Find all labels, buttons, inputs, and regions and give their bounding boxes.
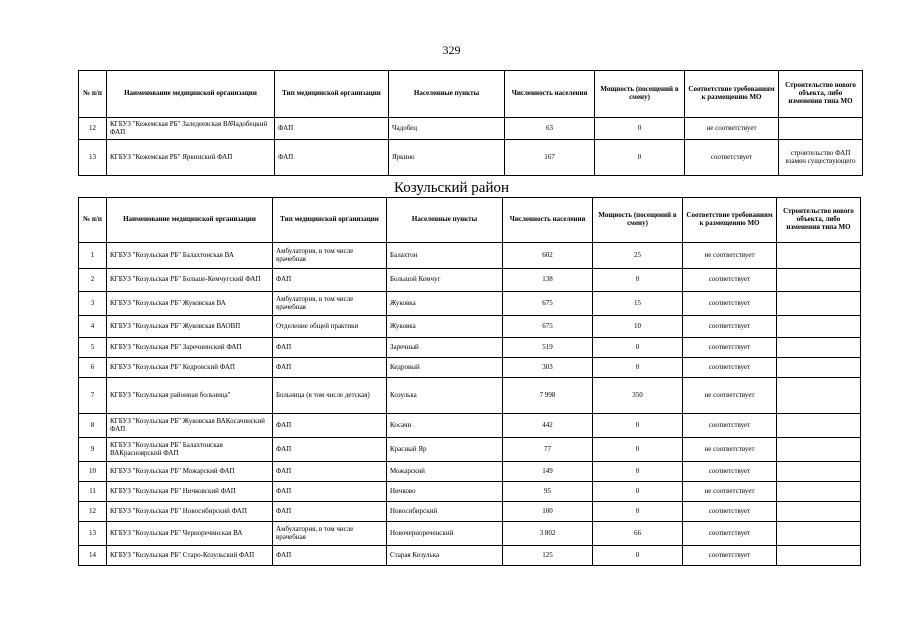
- cell-settlement: Чадобец: [389, 118, 505, 140]
- cell-construction: [777, 546, 861, 566]
- table-row: [79, 269, 861, 292]
- table-row: [79, 482, 861, 502]
- table-row: [79, 438, 861, 462]
- header-capacity: Мощность (посещений в смену): [595, 71, 685, 118]
- cell-type: Отделение общей практики: [273, 316, 387, 338]
- cell-type: ФАП: [273, 502, 387, 522]
- header-settlements: Населенные пункты: [387, 198, 503, 243]
- cell-population: 100: [503, 502, 593, 522]
- cell-settlement: Жуковка: [387, 316, 503, 338]
- header-capacity: Мощность (посещений в смену): [593, 198, 683, 243]
- cell-type: ФАП: [273, 438, 387, 462]
- cell-construction: [777, 378, 861, 414]
- cell-population: 675: [503, 316, 593, 338]
- header-compliance: Соответствие требованиям к размещению МО: [683, 198, 777, 243]
- cell-population: 303: [503, 358, 593, 378]
- cell-settlement: Новочернореченский: [387, 522, 503, 546]
- cell-construction: [777, 316, 861, 338]
- cell-org: КГБУЗ "Козульская РБ" Больше-Кемчугский ФАП: [107, 269, 273, 292]
- cell-population: 519: [503, 338, 593, 358]
- cell-settlement: Красный Яр: [387, 438, 503, 462]
- cell-num: 3: [79, 292, 107, 316]
- cell-org: КГБУЗ "Козульская районная больница": [107, 378, 273, 414]
- cell-compliance: не соответствует: [685, 118, 779, 140]
- table-row: [79, 378, 861, 414]
- header-type: Тип медицинской организации: [273, 198, 387, 243]
- cell-compliance: соответствует: [683, 522, 777, 546]
- cell-construction: [777, 522, 861, 546]
- cell-population: 63: [505, 118, 595, 140]
- cell-population: 675: [503, 292, 593, 316]
- cell-capacity: 0: [593, 546, 683, 566]
- cell-compliance: соответствует: [683, 358, 777, 378]
- cell-settlement: Балахтон: [387, 243, 503, 269]
- table-header-row: [79, 71, 863, 118]
- cell-type: Амбулатория, в том числе врачебная: [273, 292, 387, 316]
- cell-org: КГБУЗ "Козульская РБ" Жуковская ВА: [107, 292, 273, 316]
- cell-org: КГБУЗ "Козульская РБ" Кедровский ФАП: [107, 358, 273, 378]
- cell-settlement: Новосибирский: [387, 502, 503, 522]
- cell-org: КГБУЗ "Козульская РБ" Заречнинский ФАП: [107, 338, 273, 358]
- table-row: [79, 522, 861, 546]
- cell-capacity: 0: [593, 414, 683, 438]
- cell-type: ФАП: [273, 269, 387, 292]
- cell-construction: [777, 338, 861, 358]
- cell-org: КГБУЗ "Козульская РБ" Жуковская ВАКосачинский ФАП: [107, 414, 273, 438]
- cell-num: 9: [79, 438, 107, 462]
- cell-capacity: 25: [593, 243, 683, 269]
- cell-num: 7: [79, 378, 107, 414]
- cell-capacity: 15: [593, 292, 683, 316]
- header-num: № п/п: [79, 71, 107, 118]
- cell-compliance: соответствует: [683, 546, 777, 566]
- header-settlements: Населенные пункты: [389, 71, 505, 118]
- cell-type: ФАП: [273, 338, 387, 358]
- cell-num: 10: [79, 462, 107, 482]
- cell-type: ФАП: [273, 462, 387, 482]
- cell-capacity: 10: [593, 316, 683, 338]
- cell-capacity: 0: [595, 140, 685, 176]
- cell-type: Амбулатория, в том числе врачебная: [273, 522, 387, 546]
- facilities-table: [78, 197, 861, 566]
- cell-num: 12: [79, 502, 107, 522]
- header-num: № п/п: [79, 198, 107, 243]
- cell-construction: [777, 462, 861, 482]
- cell-construction: [779, 118, 863, 140]
- facilities-table-continued: [78, 70, 863, 176]
- cell-num: 6: [79, 358, 107, 378]
- cell-capacity: 0: [593, 338, 683, 358]
- cell-num: 8: [79, 414, 107, 438]
- cell-population: 138: [503, 269, 593, 292]
- cell-num: 14: [79, 546, 107, 566]
- cell-capacity: 0: [593, 482, 683, 502]
- cell-capacity: 0: [593, 502, 683, 522]
- cell-construction: [777, 243, 861, 269]
- cell-settlement: Большой Кемчуг: [387, 269, 503, 292]
- cell-capacity: 0: [595, 118, 685, 140]
- cell-org: КГБУЗ "Козульская РБ" Балахтонская ВА: [107, 243, 273, 269]
- cell-org: КГБУЗ "Козульская РБ" Ничковский ФАП: [107, 482, 273, 502]
- cell-capacity: 0: [593, 438, 683, 462]
- header-org: Наименование медицинской организации: [107, 71, 275, 118]
- cell-org: КГБУЗ "Кежемская РБ" Заледеевская ВАЧадобецкий ФАП: [107, 118, 275, 140]
- cell-num: 2: [79, 269, 107, 292]
- page-number: 329: [442, 43, 461, 57]
- cell-compliance: соответствует: [683, 316, 777, 338]
- cell-num: 5: [79, 338, 107, 358]
- table-row: [79, 243, 861, 269]
- cell-capacity: 66: [593, 522, 683, 546]
- cell-type: ФАП: [273, 546, 387, 566]
- table-row: [79, 546, 861, 566]
- cell-construction: [777, 414, 861, 438]
- cell-population: 77: [503, 438, 593, 462]
- header-population: Численность населения: [503, 198, 593, 243]
- cell-construction: [777, 269, 861, 292]
- cell-type: Амбулатория, в том числе врачебная: [273, 243, 387, 269]
- cell-capacity: 0: [593, 269, 683, 292]
- cell-settlement: Яркино: [389, 140, 505, 176]
- cell-population: 602: [503, 243, 593, 269]
- cell-population: 442: [503, 414, 593, 438]
- table-row: [79, 316, 861, 338]
- cell-settlement: Старая Козулька: [387, 546, 503, 566]
- cell-capacity: 350: [593, 378, 683, 414]
- header-construction: Строительство нового объекта, либо изменения типа МО: [779, 71, 863, 118]
- cell-compliance: не соответствует: [683, 438, 777, 462]
- table-row: [79, 414, 861, 438]
- cell-type: ФАП: [273, 414, 387, 438]
- header-construction: Строительство нового объекта, либо изменения типа МО: [777, 198, 861, 243]
- cell-construction: [777, 292, 861, 316]
- cell-compliance: соответствует: [683, 462, 777, 482]
- cell-compliance: не соответствует: [683, 378, 777, 414]
- cell-org: КГБУЗ "Кежемская РБ" Яркинский ФАП: [107, 140, 275, 176]
- cell-type: ФАП: [273, 358, 387, 378]
- table-row: [79, 292, 861, 316]
- cell-population: 7 998: [503, 378, 593, 414]
- cell-settlement: Можарский: [387, 462, 503, 482]
- cell-population: 167: [505, 140, 595, 176]
- table-row: [79, 338, 861, 358]
- cell-settlement: Ничково: [387, 482, 503, 502]
- table-row: [79, 462, 861, 482]
- table-row: [79, 358, 861, 378]
- header-population: Численность населения: [505, 71, 595, 118]
- cell-compliance: соответствует: [683, 292, 777, 316]
- cell-construction: [777, 482, 861, 502]
- cell-construction: [777, 502, 861, 522]
- cell-org: КГБУЗ "Козульская РБ" Старо-Козульский ФАП: [107, 546, 273, 566]
- header-org: Наименование медицинской организации: [107, 198, 273, 243]
- cell-org: КГБУЗ "Козульская РБ" Новосибирский ФАП: [107, 502, 273, 522]
- cell-settlement: Козулька: [387, 378, 503, 414]
- table-header-row: [79, 198, 861, 243]
- cell-population: 125: [503, 546, 593, 566]
- cell-num: 1: [79, 243, 107, 269]
- table-row: [79, 118, 863, 140]
- cell-population: 95: [503, 482, 593, 502]
- header-type: Тип медицинской организации: [275, 71, 389, 118]
- cell-num: 13: [79, 522, 107, 546]
- header-compliance: Соответствие требованиям к размещению МО: [685, 71, 779, 118]
- cell-construction: строительство ФАП взамен существующего: [779, 140, 863, 176]
- cell-org: КГБУЗ "Козульская РБ" Балахтонская ВАКрасноярский ФАП: [107, 438, 273, 462]
- cell-compliance: не соответствует: [683, 243, 777, 269]
- cell-settlement: Кедровый: [387, 358, 503, 378]
- cell-population: 3 802: [503, 522, 593, 546]
- cell-compliance: соответствует: [683, 502, 777, 522]
- cell-num: 4: [79, 316, 107, 338]
- cell-type: ФАП: [275, 118, 389, 140]
- cell-type: Больница (в том числе детская): [273, 378, 387, 414]
- cell-settlement: Жуковка: [387, 292, 503, 316]
- cell-population: 149: [503, 462, 593, 482]
- cell-compliance: соответствует: [683, 414, 777, 438]
- cell-compliance: соответствует: [685, 140, 779, 176]
- cell-num: 13: [79, 140, 107, 176]
- cell-type: ФАП: [275, 140, 389, 176]
- cell-type: ФАП: [273, 482, 387, 502]
- cell-compliance: соответствует: [683, 269, 777, 292]
- cell-construction: [777, 358, 861, 378]
- cell-num: 12: [79, 118, 107, 140]
- cell-compliance: не соответствует: [683, 482, 777, 502]
- cell-org: КГБУЗ "Козульская РБ" Жуковская ВАОВП: [107, 316, 273, 338]
- cell-org: КГБУЗ "Козульская РБ" Черноречинская ВА: [107, 522, 273, 546]
- cell-compliance: соответствует: [683, 338, 777, 358]
- table-row: [79, 140, 863, 176]
- cell-capacity: 0: [593, 358, 683, 378]
- cell-capacity: 0: [593, 462, 683, 482]
- cell-settlement: Заречный: [387, 338, 503, 358]
- section-title: Козульский район: [394, 180, 509, 196]
- cell-num: 11: [79, 482, 107, 502]
- cell-org: КГБУЗ "Козульская РБ" Можарский ФАП: [107, 462, 273, 482]
- cell-construction: [777, 438, 861, 462]
- table-row: [79, 502, 861, 522]
- cell-settlement: Косачи: [387, 414, 503, 438]
